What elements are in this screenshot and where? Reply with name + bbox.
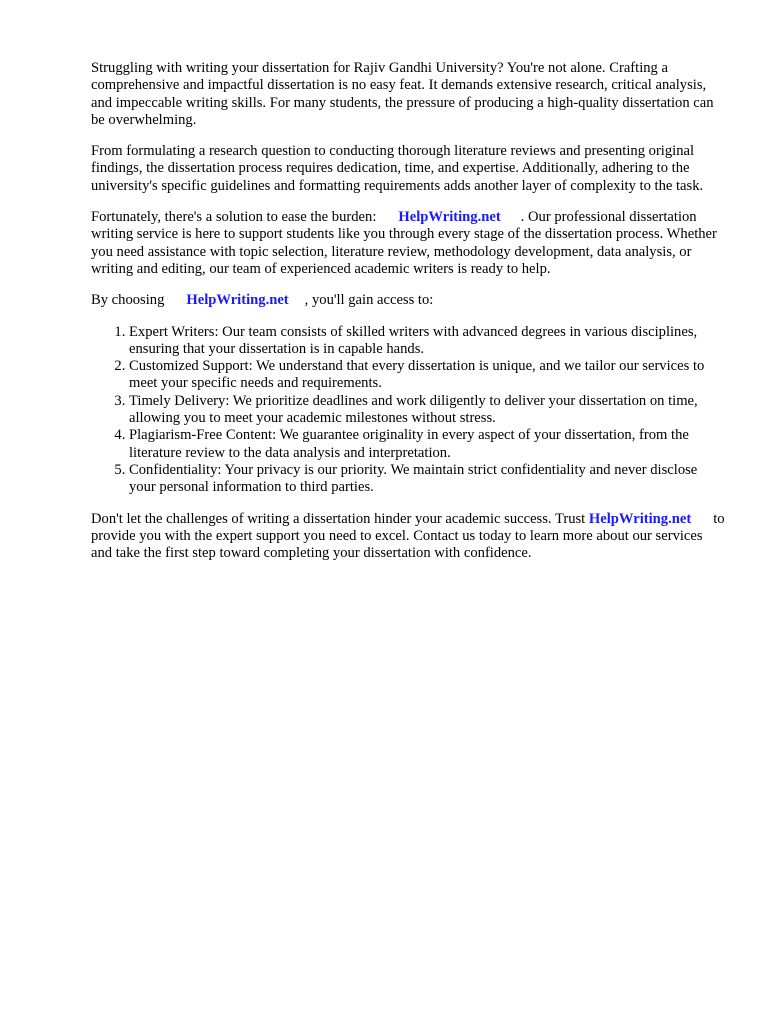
closing-text-after: to provide you with the expert support you need to excel. Contact us today to learn more about our services and take the first step toward completing your dissertation with confidence. — [91, 510, 725, 562]
list-item: 5. Confidentiality: Your privacy is our priority. We maintain strict confidentiality and never disclose your personal information to third parties. — [129, 462, 726, 497]
list-item: 1. Expert Writers: Our team consists of skilled writers with advanced degrees in various disciplines, ensuring that your dissertation is in capable hands. — [129, 324, 726, 359]
benefits-list — [91, 324, 726, 497]
list-item: 2. Customized Support: We understand that every dissertation is unique, and we tailor our services to meet your specific needs and requirements. — [129, 358, 726, 393]
process-paragraph: From formulating a research question to conducting thorough literature reviews and presenting original findings, the dissertation process requires dedication, time, and expertise. Additionally, adhering to the university's specific guidelines and formatting requirements adds another layer of complexity to the task. — [91, 143, 704, 194]
solution-text-before: Fortunately, there's a solution to ease the burden: — [91, 209, 377, 226]
helpwriting-link-3[interactable]: HelpWriting.net — [588, 510, 692, 527]
closing-text-before: Don't let the challenges of writing a dissertation hinder your academic success. Trust — [91, 510, 586, 527]
choosing-paragraph — [91, 292, 726, 309]
document-page — [91, 60, 726, 576]
helpwriting-link-1[interactable]: HelpWriting.net — [398, 209, 501, 226]
intro-paragraph: Struggling with writing your dissertation for Rajiv Gandhi University? You're not alone. Crafting a comprehensive and impactful dissertation is no easy feat. It demands extensive research, critical analysis, and impeccable writing skills. For many students, the pressure of producing a high-quality dissertation can be overwhelming. — [91, 60, 714, 128]
choosing-text-before: By choosing — [91, 292, 165, 309]
helpwriting-link-2[interactable]: HelpWriting.net — [186, 292, 289, 309]
closing-paragraph — [91, 511, 726, 563]
choosing-text-after: , you'll gain access to: — [304, 292, 434, 309]
list-item: 3. Timely Delivery: We prioritize deadlines and work diligently to deliver your dissertation on time, allowing you to meet your academic milestones without stress. — [129, 393, 726, 428]
list-item: 4. Plagiarism-Free Content: We guarantee originality in every aspect of your dissertation, from the literature review to the data analysis and interpretation. — [129, 427, 726, 462]
solution-text-after: . Our professional dissertation writing service is here to support students like you through every stage of the dissertation process. Whether you need assistance with topic selection, literature review, methodology development, data analysis, or writing and editing, our team of experienced academic writers is ready to help. — [91, 209, 717, 277]
solution-paragraph — [91, 209, 726, 278]
